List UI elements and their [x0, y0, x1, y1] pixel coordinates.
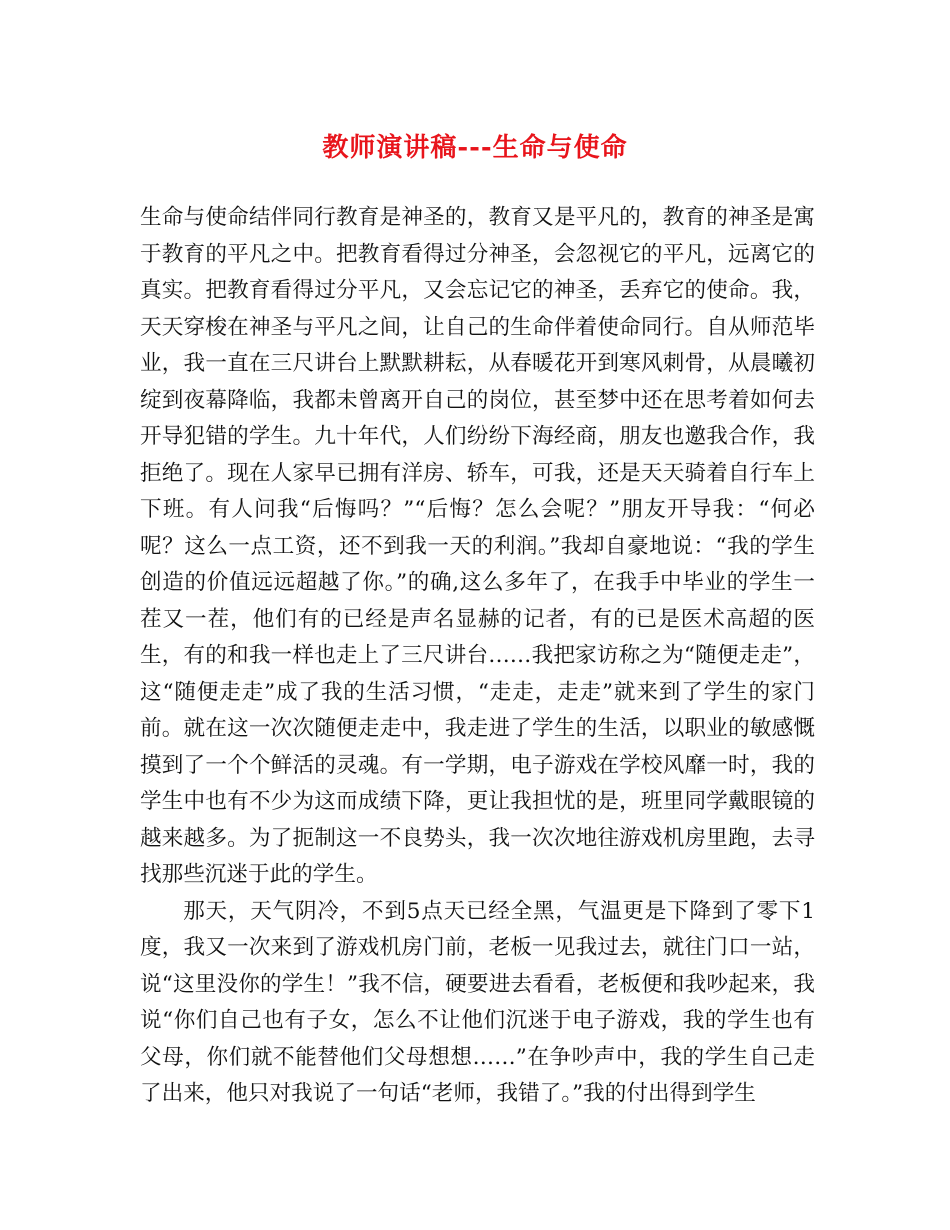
document-title: 教师演讲稿---生命与使命 [322, 133, 628, 163]
body-paragraph-1: 生命与使命结伴同行教育是神圣的，教育又是平凡的，教育的神圣是寓于教育的平凡之中。把教育看得过分神圣，会忽视它的平凡，远离它的真实。把教育看得过分平凡，又会忘记它的神圣，丢弃它的使命。我，天天穿梭在神圣与平凡之间，让自己的生命伴着使命同行。自从师范毕业，我一直在三尺讲台上默默耕耘，从春暖花开到寒风刺骨，从晨曦初绽到夜幕降临，我都未曾离开自己的岗位，甚至梦中还在思考着如何去开导犯错的学生。九十年代，人们纷纷下海经商，朋友也邀我合作，我拒绝了。现在人家早已拥有洋房、轿车，可我，还是天天骑着自行车上下班。有人问我“后悔吗？”“后悔？怎么会呢？”朋友开导我：“何必呢？这么一点工资，还不到我一天的利润。”我却自豪地说：“我的学生创造的价值远远超越了你。”的确,这么多年了，在我手中毕业的学生一茬又一茬，他们有的已经是声名显赫的记者，有的已是医术高超的医生，有的和我一样也走上了三尺讲台……我把家访称之为“随便走走”，这“随便走走”成了我的生活习惯，“走走，走走”就来到了学生的家门前。就在这一次次随便走走中，我走进了学生的生活，以职业的敏感慨摸到了一个个鲜活的灵魂。有一学期，电子游戏在学校风靡一时，我的学生中也有不少为这而成绩下降，更让我担忧的是，班里同学戴眼镜的越来越多。为了扼制这一不良势头，我一次次地往游戏机房里跑，去寻找那些沉迷于此的学生。 [140, 205, 815, 887]
document-body [140, 200, 815, 1113]
body-paragraph-2: 那天，天气阴冷，不到5点天已经全黑，气温更是下降到了零下1度，我又一次来到了游戏机房门前，老板一见我过去，就往门口一站，说“这里没你的学生！”我不信，硬要进去看看，老板便和我吵起来，我说“你们自己也有子女，怎么不让他们沉迷于电子游戏，我的学生也有父母，你们就不能替他们父母想想……”在争吵声中，我的学生自己走了出来，他只对我说了一句话“老师，我错了。”我的付出得到学生 [140, 898, 815, 1106]
